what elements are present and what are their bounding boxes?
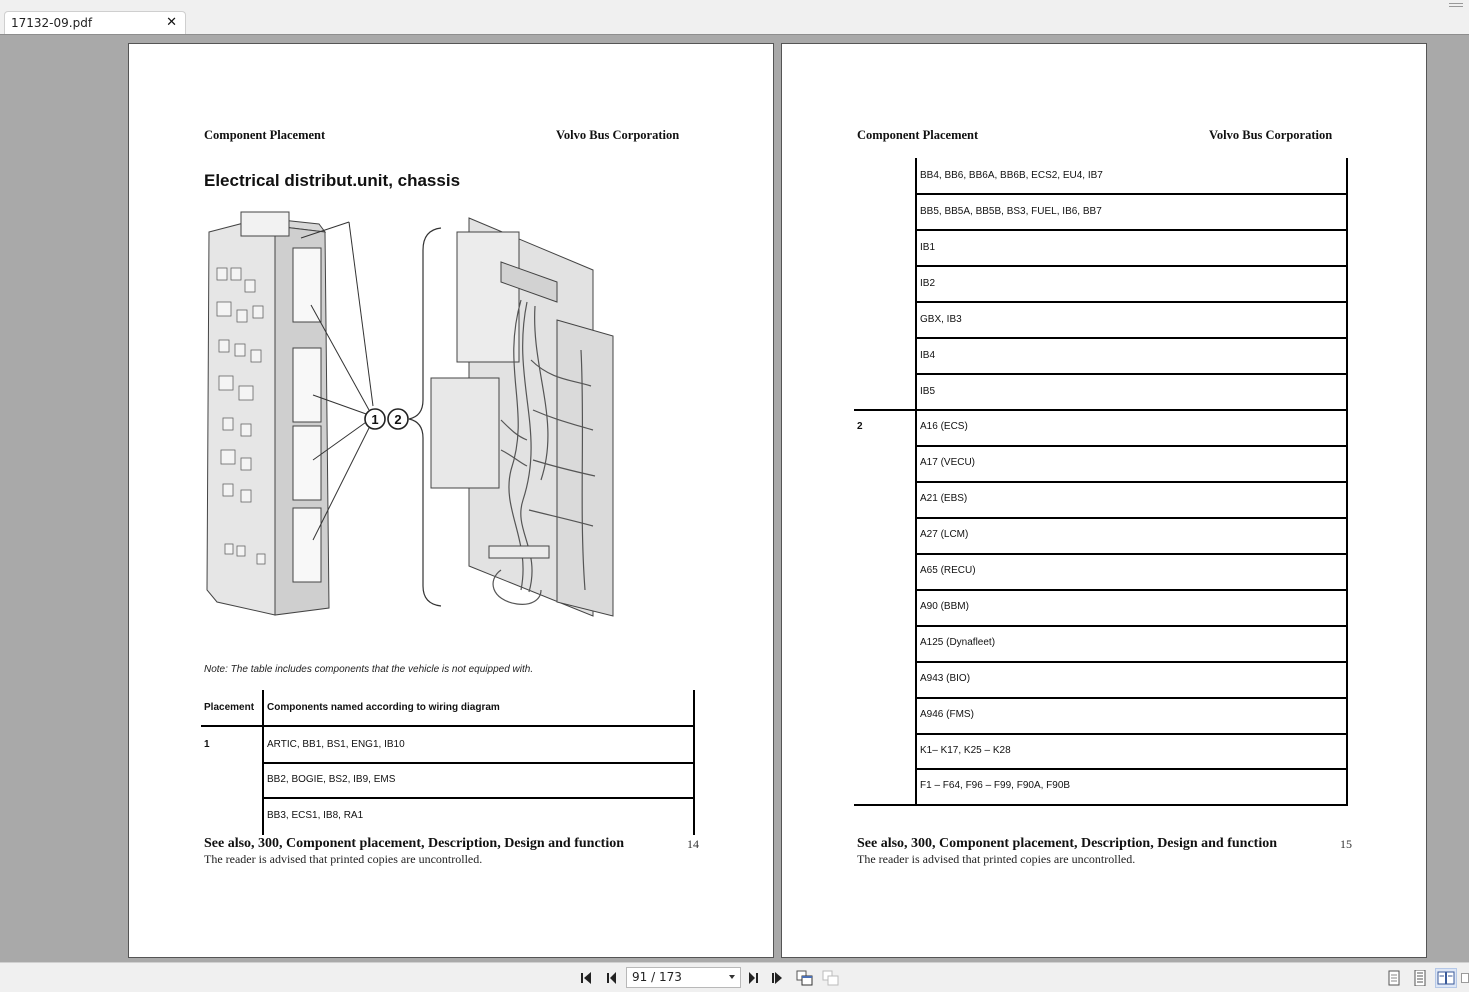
rotate-clockwise-button[interactable]	[795, 968, 815, 988]
components-cell: GBX, IB3	[920, 314, 962, 325]
page-header-right: Volvo Bus Corporation	[556, 128, 680, 142]
table-row	[201, 762, 695, 798]
rotate-clockwise-icon	[796, 969, 814, 987]
table-row	[854, 625, 1348, 661]
first-page-button[interactable]	[577, 968, 597, 988]
table-row	[854, 194, 1348, 230]
placement-cell: 1	[204, 739, 210, 750]
continuous-facing-icon	[1461, 970, 1469, 986]
table-row	[854, 158, 1348, 194]
components-cell: BB2, BOGIE, BS2, IB9, EMS	[267, 774, 396, 785]
facing-pages-icon	[1437, 971, 1455, 985]
components-cell: BB3, ECS1, IB8, RA1	[267, 810, 364, 821]
close-tab-icon[interactable]: ✕	[166, 15, 177, 30]
table-row	[854, 302, 1348, 338]
header-placement: Placement	[204, 702, 255, 713]
previous-page-icon	[604, 971, 618, 985]
footer-note: The reader is advised that printed copies are uncontrolled.	[857, 852, 1136, 866]
page-number-select[interactable]	[626, 967, 741, 988]
document-tab-label: 17132-09.pdf	[11, 16, 93, 30]
table-row	[201, 727, 695, 763]
components-cell: BB5, BB5A, BB5B, BS3, FUEL, IB6, BB7	[920, 206, 1102, 217]
table-row	[854, 697, 1348, 733]
first-page-icon	[579, 971, 595, 985]
components-cell: IB1	[920, 242, 936, 253]
components-cell: A65 (RECU)	[920, 565, 976, 576]
header-components: Components named according to wiring diagram	[267, 702, 500, 713]
table-row	[854, 553, 1348, 589]
components-cell: A125 (Dynafleet)	[920, 637, 996, 648]
table-row	[854, 266, 1348, 302]
last-page-button[interactable]	[768, 968, 788, 988]
document-viewport[interactable]	[0, 34, 1469, 962]
table-row	[854, 374, 1348, 410]
components-cell: A21 (EBS)	[920, 493, 968, 504]
components-cell: A946 (FMS)	[920, 709, 974, 720]
components-cell: IB5	[920, 386, 936, 397]
table-row	[854, 481, 1348, 517]
placement-cell	[854, 158, 857, 194]
components-cell: IB4	[920, 350, 936, 361]
page-number: 14	[687, 837, 699, 851]
see-also-link[interactable]: See also, 300, Component placement, Description, Design and function	[204, 836, 625, 851]
next-page-icon	[747, 971, 761, 985]
single-page-view-button[interactable]	[1384, 968, 1404, 988]
components-cell: F1 – F64, F96 – F99, F90A, F90B	[920, 780, 1071, 791]
page-indicator: 91 / 173	[632, 970, 682, 984]
continuous-view-button[interactable]	[1410, 968, 1430, 988]
table-row	[854, 733, 1348, 769]
components-cell: IB2	[920, 278, 936, 289]
callout-2: 2	[394, 412, 402, 427]
table-row	[854, 338, 1348, 374]
rotate-counterclockwise-icon	[822, 969, 840, 987]
see-also-link[interactable]: See also, 300, Component placement, Description, Design and function	[857, 836, 1278, 851]
components-cell: BB4, BB6, BB6A, BB6B, ECS2, EU4, IB7	[920, 170, 1103, 181]
menu-icon[interactable]	[1449, 3, 1463, 11]
dropdown-arrow-icon	[729, 975, 735, 979]
table-row	[854, 768, 1348, 804]
table-header-row	[201, 690, 695, 726]
table-row	[854, 589, 1348, 625]
last-page-icon	[770, 971, 786, 985]
table-row	[854, 661, 1348, 697]
footer-note: The reader is advised that printed copies are uncontrolled.	[204, 852, 483, 866]
continuous-facing-view-button[interactable]	[1461, 968, 1469, 988]
components-cell: ARTIC, BB1, BS1, ENG1, IB10	[267, 739, 405, 750]
components-cell: K1– K17, K25 – K28	[920, 745, 1011, 756]
table-row	[854, 445, 1348, 481]
single-page-icon	[1387, 970, 1401, 986]
pdf-page-14	[128, 43, 774, 958]
placement-cell: 2	[857, 421, 863, 432]
continuous-page-icon	[1413, 970, 1427, 986]
page-number: 15	[1340, 837, 1352, 851]
page-header-right: Volvo Bus Corporation	[1209, 128, 1333, 142]
document-tab[interactable]	[4, 11, 186, 35]
facing-view-button[interactable]	[1435, 968, 1457, 988]
placement-table	[201, 690, 697, 835]
rotate-counterclockwise-button[interactable]	[821, 968, 841, 988]
table-note: Note: The table includes components that the vehicle is not equipped with.	[204, 664, 534, 675]
table-row	[854, 230, 1348, 266]
electrical-distribution-unit-illustration	[201, 210, 621, 625]
callout-1: 1	[371, 412, 379, 427]
tab-bar	[0, 0, 1469, 34]
navigation-toolbar	[0, 962, 1469, 992]
components-cell: A27 (LCM)	[920, 529, 969, 540]
page-header-left: Component Placement	[857, 128, 979, 142]
components-cell: A943 (BIO)	[920, 673, 971, 684]
placement-table-continued	[854, 158, 1350, 806]
next-page-button[interactable]	[744, 968, 764, 988]
components-cell: A90 (BBM)	[920, 601, 969, 612]
pdf-page-15	[781, 43, 1427, 958]
components-cell: A17 (VECU)	[920, 457, 976, 468]
table-row	[854, 409, 1348, 445]
components-cell: A16 (ECS)	[920, 421, 968, 432]
page-title: Electrical distribut.unit, chassis	[204, 171, 461, 190]
table-row	[201, 798, 695, 834]
previous-page-button[interactable]	[601, 968, 621, 988]
table-row	[854, 517, 1348, 553]
page-header-left: Component Placement	[204, 128, 326, 142]
